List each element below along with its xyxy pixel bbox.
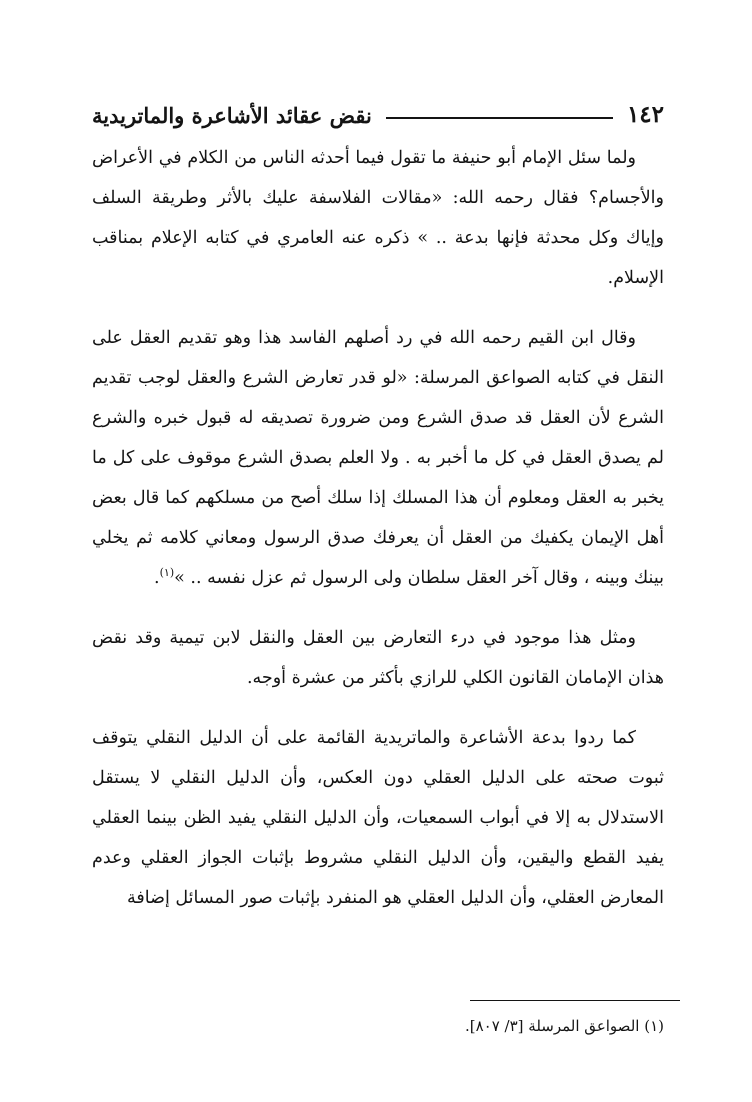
paragraph [92, 138, 664, 298]
footnote-reference[interactable]: (١) [159, 566, 175, 580]
running-title: نقض عقائد الأشاعرة والماتريدية [92, 103, 372, 128]
page-number: ١٤٢ [626, 101, 664, 128]
footnote-separator [470, 1000, 680, 1001]
footnote-marker: (١) [644, 1017, 664, 1035]
paragraph-text: وقال ابن القيم رحمه الله في رد أصلهم الفاسد هذا وهو تقديم العقل على النقل في كتابه الصواعق المرسلة: «لو قدر تعارض الشرع والعقل لوجب تقديم الشرع لأن العقل قد صدق الشرع ومن ضرورة تصديقه له قبول خبره والشرع لم يصدق العقل في كل ما أخبر به . ولا العلم بصدق الشرع موقوف على كل ما يخبر به العقل ومعلوم أن هذا المسلك إذا سلك أصح من مسلكهم كما قال بعض أهل الإيمان يكفيك من العقل أن يعرفك صدق الرسول ومعاني كلامه ثم يخلي بينك وبينه ، وقال آخر العقل سلطان ولى الرسول ثم عزل نفسه .. » [92, 328, 664, 588]
paragraph-text: ولما سئل الإمام أبو حنيفة ما تقول فيما أحدثه الناس من الكلام في الأعراض والأجسام؟ فقال رحمه الله: «مقالات الفلاسفة عليك بالأثر وطريقة السلف وإياك وكل محدثة فإنها بدعة .. » ذكره عنه العامري في كتابه الإعلام بمناقب الإسلام. [92, 148, 664, 288]
paragraph [92, 618, 664, 698]
running-header [92, 80, 664, 128]
paragraph-text: كما ردوا بدعة الأشاعرة والماتريدية القائمة على أن الدليل النقلي يتوقف ثبوت صحته على الدليل العقلي دون العكس، وأن الدليل النقلي لا يستقل الاستدلال به إلا في أبواب السمعيات، وأن الدليل النقلي يفيد الظن بينما العقلي يفيد القطع واليقين، وأن الدليل النقلي مشروط بإثبات الجواز العقلي وعدم المعارض العقلي، وأن الدليل العقلي هو المنفرد بإثبات صور المسائل إضافة [92, 728, 664, 908]
paragraph-text: ومثل هذا موجود في درء التعارض بين العقل والنقل لابن تيمية وقد نقض هذان الإمامان القانون الكلي للرازي بأكثر من عشرة أوجه. [92, 628, 664, 688]
paragraph-trailing-punctuation: . [154, 568, 160, 588]
footnote [92, 1013, 664, 1039]
paragraph [92, 318, 664, 598]
paragraph [92, 718, 664, 918]
footnote-text: الصواعق المرسلة [٣/ ٨٠٧]. [464, 1017, 640, 1035]
main-text [92, 138, 664, 938]
header-rule [386, 117, 613, 119]
